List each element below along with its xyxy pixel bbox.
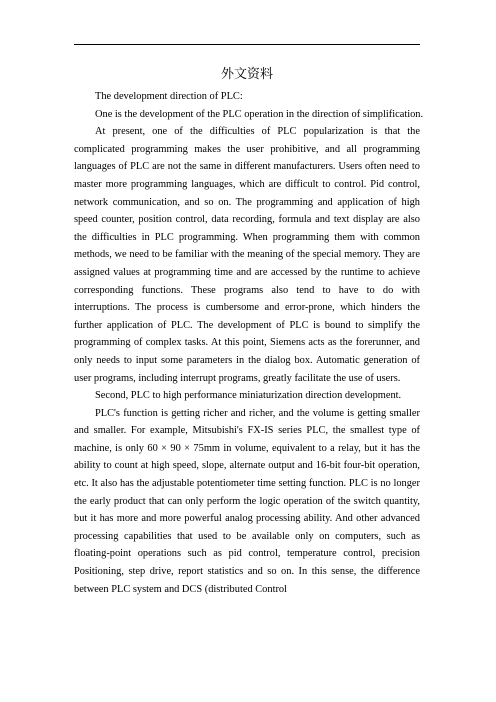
document-title: 外文资料	[220, 66, 273, 81]
point-one: One is the development of the PLC operation in the direction of simplification.	[95, 108, 424, 120]
paragraph-one: At present, one of the difficulties of PLC popularization is that the complicated programming makes the user prohibitive, and all programming languages of PLC are not the same in different manufacturers. Users often need to master more programming languages, which are difficult to control. Pid control, network communication, and so on. The programming and application of high speed counter, position control, data recording, formula and text display are also the difficulties in PLC programming. When programming them with common methods, we need to be familiar with the meaning of the special memory. They are assigned values at programming time and are accessed by the runtime to achieve corresponding functions. These programs also tend to have to do with interruptions. The process is cumbersome and error-prone, which hinders the further application of PLC. The development of PLC is bound to simplify the programming of complex tasks. At this point, Siemens acts as the forerunner, and only needs to input some parameters in the dialog box. Automatic generation of user programs, including interrupt programs, greatly facilitate the use of users.	[74, 126, 420, 384]
section-heading: The development direction of PLC:	[95, 91, 243, 102]
document-body	[74, 64, 424, 598]
point-two: Second, PLC to high performance miniaturization direction development.	[95, 390, 402, 402]
header-rule	[74, 44, 420, 45]
paragraph-two: PLC's function is getting richer and richer, and the volume is getting smaller and smaller. For example, Mitsubishi's FX-IS series PLC, the smallest type of machine, is only 60 × 90 × 75mm in volume, equivalent to a relay, but it has the ability to count at high speed, slope, alternate output and 16-bit four-bit operation, etc. It also has the adjustable potentiometer time setting function. PLC is no longer the early product that can only perform the logic operation of the switch quantity, but it has more and more powerful analog processing ability. And other advanced processing capabilities that used to be available only on computers, such as floating-point operations such as pid control, temperature control, precision Positioning, step drive, report statistics and so on. In this sense, the difference between PLC system and DCS (distributed Control	[74, 407, 420, 595]
